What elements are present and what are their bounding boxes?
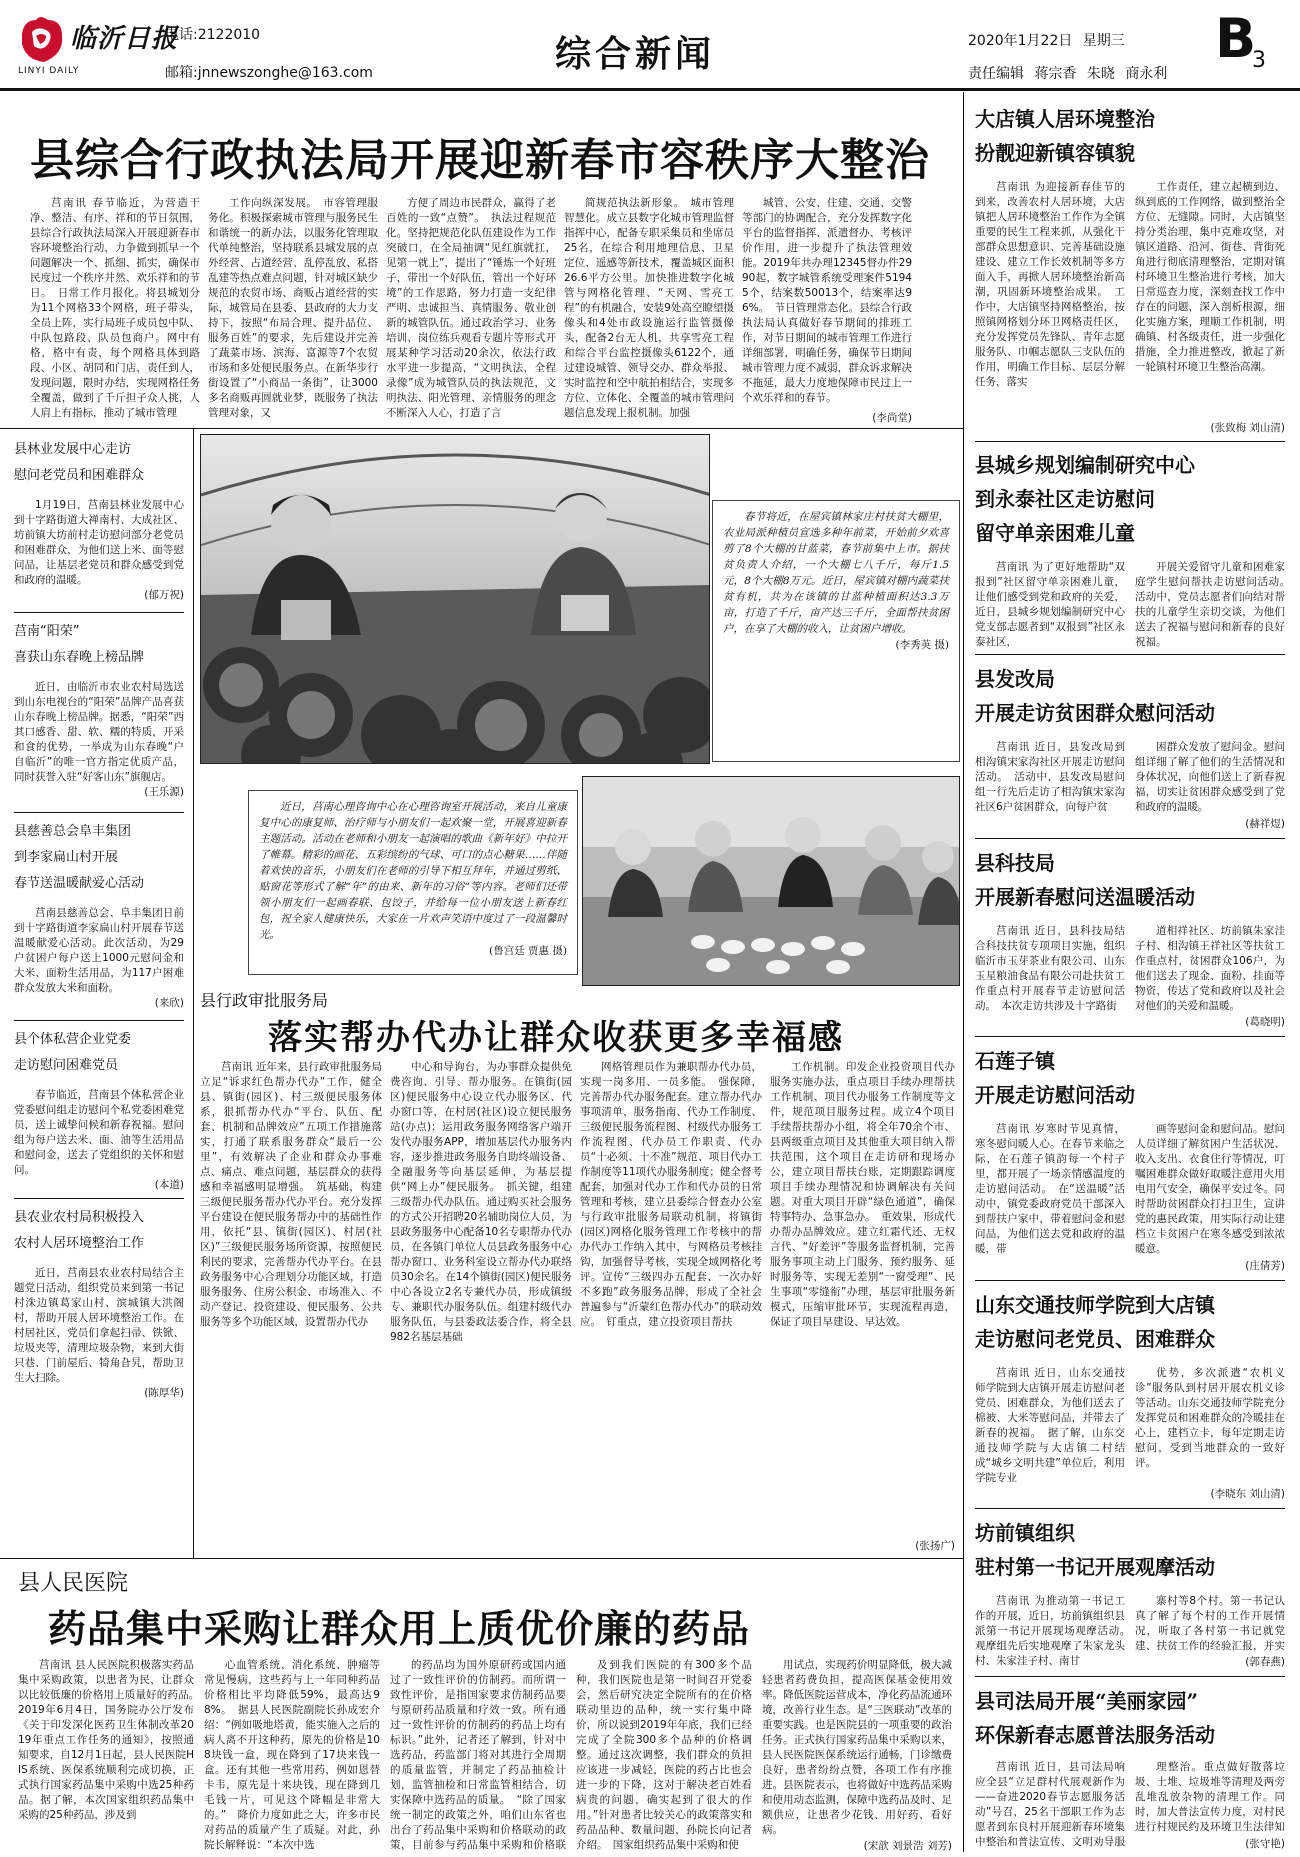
right-article-2-col2: 开展关爱留守儿童和困难家庭学生慰问帮扶走访慰问活动。 活动中，党员志愿者们向结对帮扶的儿童学生亲切交谈，为他们送去了祝福与慰问和新春的良好祝福。 <box>1135 561 1285 648</box>
right-article-1-headline: 大店镇人居环境整治 <box>975 107 1155 131</box>
divider <box>14 812 184 813</box>
middle-article-credit: (张扬广) <box>915 1540 955 1552</box>
right-article-2-subhead-1: 到永泰社区走访慰问 <box>975 487 1155 511</box>
section-divider <box>0 428 963 429</box>
left-brief-5-headline: 农村人居环境整治工作 <box>14 1236 145 1251</box>
greenhouse-photo-caption <box>712 500 960 762</box>
bottom-article-col1: 莒南讯 县人民医院积极落实药品集中采购政策，以患者为民，让群众以比较低廉的价格用上质量好的药品。 2019年6月4日，国务院办公厅发布《关于印发深化医药卫生体制改革2019年重点工作任务的通知》，按照通知要求，自12月1日起，县人民医院HIS系统、医保系统顺利完成切换，正式执行国家药品集中采购中选25种药品。据了解，本次国家组织药品集中采购的25种药品，涉及到 <box>18 1659 194 1821</box>
right-article-2-headline: 县城乡规划编制研究中心 <box>975 453 1195 477</box>
left-brief-1-credit: (郁万祝) <box>144 589 184 601</box>
left-brief-3-text: 莒南县慈善总会、阜丰集团日前到十字路街道李家扁山村开展春节送温暖献爱心活动。此次活动，为29户贫困户每户送上1000元慰问金和大米、面粉生活用品，为117户困难群众发放大米和面粉。 (来欣) <box>14 907 184 1009</box>
right-article-6-col1: 莒南讯 近日，山东交通技师学院到大店镇开展走访慰问老党员、困难群众，为他们送去了棉被、大米等慰问品，并带去了新春的祝福。 据了解，山东交通技师学院与大店镇二村结成“城乡文明共建”单位后，利用学院专业 <box>975 1367 1125 1484</box>
right-article-3-subhead: 开展走访贫困群众慰问活动 <box>975 701 1215 725</box>
lead-column-5: 城管、公安、住建、交通、交警等部门的协调配合，充分发挥数字化平台的监督指挥、派遣督办、考核评价作用，进一步提升了执法管理效能。2019年共办理12345督办件2990起，数字城管系统受理案件51945个，结案数50013个，结案率达96%。 节日管理常态化。县综合行政执法局认真做好春节期间的排班工作，对节日期间的城市管理工作进行详细部署，明确任务，确保节日期间城市管理力度不减弱，群众诉求解决不拖延，最大力度地保障市民过上一个欢乐祥和的春节。 <box>742 197 912 404</box>
right-article-8-col1: 莒南讯 近日，县司法局响应全县“立足群村代展观新作为——奋进2020春节志愿服务活动”号召，25名干部职工作为志愿者到东良村开展迎新春环境集中整治和普法宣传、文明劝导服 <box>975 1761 1125 1848</box>
right-article-8-subhead: 环保新春志愿普法服务活动 <box>975 1723 1215 1747</box>
column-divider-left <box>193 428 194 1558</box>
left-brief-3-headline: 春节送温暖献爱心活动 <box>14 876 145 891</box>
bottom-article-headline: 药品集中采购让群众用上质优价廉的药品 <box>48 1606 751 1651</box>
divider <box>975 654 1285 655</box>
divider <box>975 838 1285 839</box>
left-brief-5-text: 近日，莒南县农业农村局结合主题党日活动，组织党员来到第一书记村洙边镇葛家山村、滨城镇大洪阁村，帮助开展人居环境整治工作。在村居社区，党员们拿起扫帚、铁锨、垃圾夹等，清理垃圾杂物，来到大街只巷、门前屋后、犄角旮旯，帮助卫生大扫除。 (陈厚华) <box>14 1267 184 1399</box>
right-article-8-col2: 理整治。重点做好散落垃圾、土堆、垃圾堆等清理及两旁乱堆乱放杂物的清理工作。同时，加大普法宣传力度，对村民进行村规民约及环境卫生法律知 <box>1135 1761 1285 1833</box>
right-article-4-subhead: 开展新春慰问送温暖活动 <box>975 885 1195 909</box>
right-article-7-col1: 莒南讯 为推动第一书记工作的开展，近日，坊前镇组织县派第一书记开展现场观摩活动。 观摩组先后实地观摩了朱家龙头村、朱家洼子村、南甘 <box>975 1595 1125 1667</box>
right-article-8-credit: (张守艳) <box>1245 1838 1285 1850</box>
left-brief-3-credit: (来欣) <box>154 997 184 1009</box>
greenhouse-caption-text: 春节将近，在屋宾镇林家庄村扶贫大棚里，农业局派种植员宣选多种年前菜，开始前夕欢喜剪了8个大棚的甘蓝菜，春节前集中上市。据扶贫负责人介绍，一个大棚七八千斤，每斤1.5元，8个大棚8万元。近日，屋宾镇对棚内蔬菜扶贫有机，共为在该镇的甘蓝种植面积达3.3万亩，打造了千斤，亩产达三千斤，全面帮扶贫困户，在享了大棚的收入，让贫困户增收。 <box>723 511 949 635</box>
left-brief-3-kicker-1: 县慈善总会阜丰集团 <box>14 824 132 839</box>
middle-article-headline: 落实帮办代办让群众收获更多幸福感 <box>268 1018 844 1058</box>
right-article-5-credit: (庄倩芳) <box>1245 1260 1285 1272</box>
bottom-article-col5: 用试点，实现药价明显降低，极大减轻患者药费负担，提高医保基金使用效率。降低医院运营成本，净化药品流通环境，改善行业生态。是“三医联动”改革的重要实践。也是医院县的一项重要的政治任务。正式执行国家药品集中采购以来，县人民医院医保系统运行通畅，门诊缴费良好，患者纷纷点赞，各项工作有序推进。县医院表示，也将做好中选药品采购和使用动态监测，保障中选药品及时、足额供应，让患者少花钱、用好药、看好病。 <box>762 1659 952 1836</box>
left-brief-4-text: 春节临近，莒南县个体私营企业党委慰问组走访慰问个私党委困难党员，送上诚挚问候和新春祝福。慰问组为每户送去米、面、油等生活用品和慰问金，送去了党组织的关怀和慰问。 (本道) <box>14 1089 184 1191</box>
left-brief-1-headline: 慰问老党员和困难群众 <box>14 468 145 483</box>
middle-article-kicker: 县行政审批服务局 <box>200 991 329 1010</box>
issue-date: 2020年1月22日 星期三 <box>968 33 1125 49</box>
right-article-6-credit: (李晓东 刘山清) <box>1210 1488 1285 1500</box>
dumpling-caption-text: 近日，莒南心理咨询中心在心理咨询室开展活动，来自儿童康复中心的康复师、治疗师与小朋友们一起欢聚一堂，开展喜迎新春主题活动。活动在老师和小朋友一起演唱的歌曲《新年好》中拉开了帷幕。精彩的画花、五彩缤纷的气球、可口的点心糖果……伴随着欢快的音乐，小朋友们在老师的引导下相互拜年，并通过剪纸、贴窗花等形式了解“年”的由来、新年的习俗“等内容。老师们还带领小朋友们一起画春联、包饺子，并给每一位小朋友送上新春红包，祝全家人健康快乐，大家在一片欢声笑语中度过了一段温馨时光。 <box>259 801 567 941</box>
section-divider <box>0 1558 963 1559</box>
bottom-article-col3: 的药品均为国外原研药或国内通过了一致性评价的仿制药。而所谓一致性评价，是指国家要求仿制药品要与原研药品质量和疗效一致。所有通过一致性评价的仿制药的药品上均有标识。”此外，记者还了解到，针对中选药品，药监部门将对其进行全周期的质量监管，并制定了药品抽检计划，监管抽检和日常监管相结合，切实保障中选药品的质量。 “除了国家统一制定的政策之外，咱们山东省也出台了药品集中采购和价格联动的政策，目前参与药品集中采购和价格联 <box>390 1659 566 1851</box>
right-article-1-subhead: 扮靓迎新镇容镇貌 <box>975 141 1135 165</box>
middle-article-col3: 网格管理员作为兼职帮办代办员，实现一岗多用、一员多能。 强保障，完善帮办代办服务配套。建立帮办代办事项清单、服务指南、代办工作制度、三级便民服务流程图、村级代办服务工作流程图、代办员工作职责、代办员“十必须、十不准”规范、项目代办工作制度等11项代办服务制度；健全督考配套，加强对代办工作和代办员的日常管理和考核，建立县委综合督查办公室与行政审批服务局联动机制，将镇街(园区)网格化服务管理工作考核中的帮办代办工作纳入其中，与网格员考核挂钩，加强督导考核，实现全域网格化考评。宣传“三级四办五配套、一次办好不多跑”政务服务品牌，形成了全社会普遍参与“沂蒙红色帮办代办”的联动效应。 钉重点，建立投资项目帮扶 <box>580 1061 762 1328</box>
lead-column-3: 方便了周边市民群众，赢得了老百姓的一致“点赞”。 执法过程规范化。坚持把规范化队伍建设作为工作突破口，在全局抽调“见红旗就扛，见第一就上”，提出了“锤炼一个好班子，带出一个好队伍，管出一个好环境”的工作思路，努力打造一支纪律严明、忠诚担当、真情服务、敬业创新的城管队伍。通过政治学习、业务培训、岗位练兵观看专题片等形式开展某种学习活动20余次，依法行政水平进一步提高，“文明执法，全程录像”成为城管队员的执法规范，文明执法、阳光管理、亲情服务的理念不断深入人心，打造了言 <box>386 197 556 419</box>
right-article-7-col2: 寨村等8个村。第一书记认真了解了每个村的工作开展情况，听取了各村第一书记就党建、扶贫工作的经验汇报，并实 <box>1135 1595 1285 1652</box>
right-article-7-credit: (郭春燕) <box>1245 1656 1285 1668</box>
logo-seal-icon <box>18 14 66 66</box>
left-brief-1-kicker: 县林业发展中心走访 <box>14 442 132 457</box>
right-article-5-col1: 莒南讯 岁寒时节见真情，寒冬慰问暖人心。在春节来临之际，在石莲子镇韵每一个村子里，都开展了一场亲情感温度的走访慰问活动。 在“送温暖”活动中，镇党委政府党员干部深入到帮扶户家中，带着慰问金和慰问品，为他们送去党和政府的温暖，带 <box>975 1123 1125 1255</box>
right-column <box>975 96 1295 1852</box>
divider <box>975 1676 1285 1677</box>
dumpling-photo <box>582 776 960 986</box>
middle-article-col4: 工作机制。印发企业投资项目代办服务实施办法，重点项目手续办理帮扶工作机制、项目代办服务工作制度等文件，规范项目服务过程。成立4个项目手续帮扶帮办小组，将全年70余个市、县两级重点项目及其他重大项目纳入帮扶范围，这个项目在走访研和现场办公，建立项目帮扶台账，定期跟踪调度项目手续办理情况和协调解决有关问题。对重大项目开辟“绿色通道”，确保特事特办、急事急办。 重效果，形成代办帮办品牌效应。建立红霜代还、无权言代、“好差评”等服务监督机制，完善服务事项主动上门服务、预约服务、延时服务等，实现无差别“一窗受理”、民生事项“零缝衔”办理，基层审批服务新模式，压缩审批环节，实现流程再造，保证了项目早建设、早达效。 <box>770 1061 955 1328</box>
right-article-6-subhead: 走访慰问老党员、困难群众 <box>975 1327 1215 1351</box>
right-article-7-subhead: 驻村第一书记开展观摩活动 <box>975 1555 1215 1579</box>
right-article-4-credit: (葛晓明) <box>1245 1016 1285 1028</box>
divider <box>975 1036 1285 1037</box>
right-article-2-subhead-2: 留守单亲困难儿童 <box>975 521 1135 545</box>
left-brief-5-kicker: 县农业农村局积极投入 <box>14 1210 145 1225</box>
left-brief-3-kicker-2: 到李家扁山村开展 <box>14 850 119 865</box>
right-article-7-headline: 坊前镇组织 <box>975 1521 1075 1545</box>
dumpling-photo-image <box>583 777 960 986</box>
left-brief-4-headline: 走访慰问困难党员 <box>14 1058 119 1073</box>
bottom-article-kicker: 县人民医院 <box>18 1571 129 1596</box>
left-brief-2-headline: 喜获山东春晚上榜品牌 <box>14 650 145 665</box>
logo-name: 临沂日报 <box>70 24 179 54</box>
left-brief-2-credit: (王乐源) <box>144 786 184 798</box>
masthead-rule <box>0 88 1300 91</box>
editors: 责任编辑 蒋宗香 朱晓 商永利 <box>968 66 1168 82</box>
newspaper-logo <box>18 14 179 76</box>
dumpling-caption-credit: (鲁宫廷 贾惠 摄) <box>489 945 567 957</box>
divider <box>14 1020 184 1021</box>
right-article-1-col1: 莒南讯 为迎接新春佳节的到来，改善农村人居环境，大店镇把人居环境整治工作作为全镇重要的民生工程来抓，从强化干部群众思想意识、完善基础设施建设、建立工作长效机制等多方面入手，再掀人居环境整治新高潮，巩固新环境整治成果。 工作中，大店镇坚持网格整治，按照镇网格划分环卫网格责任区，充分发挥党员先锋队、青年志愿服务队、巾帼志愿队三支队伍的作用，明确工作目标、层层分解任务，落实 <box>975 181 1125 388</box>
page-letter: B <box>1215 7 1257 70</box>
lead-column-4: 简规范执法新形象。 城市管理智慧化。成立县数字化城市管理监督指挥中心，配备专职采集员和坐席员25名，在综合利用地理信息、卫星定位、遥感等新技术，覆盖城区面积26.6平方公里。加快推进数字化城管与网格化管理、“天网、雪亮工程”的有机融合，安装9处高空瞭望摄像头和4处市政设施运行监管摄像头，配备2台无人机，共享雪亮工程和综合平台监控摄像头6122个，通过建设城管、领导交办、群众举报、实时监控和空中航拍相结合，实现多方位、立体化、全覆盖的城市管理问题信息发现上报机制。加强 <box>564 197 734 419</box>
right-article-8-headline: 县司法局开展“美丽家园” <box>975 1689 1199 1713</box>
bottom-article-col4: 及到我们医院的有300多个品种，我们医院也是第一时间召开党委会，然后研究决定全院所有的在价格联动里边的品种，统一实行集中降价，所以说到2019年年底，我们已经完成了全院300多个品种的价格调整。通过这次调整，我们群众的负担应该进一步减轻，医院的药占比也会进一步的下降，这对于解决老百姓看病贵的问题，确实起到了很大的作用。”针对患者比较关心的政策落实和药品品种、数量问题，孙院长向记者介绍。 国家组织药品集中采购和使 <box>576 1659 752 1851</box>
right-article-6-col2: 优势，多次派遣“农机义诊”服务队到村居开展农机义诊等活动。山东交通技师学院充分发挥党员和困难群众的冷暖挂在心上，建档立卡，每年定期走访慰问，受到当地群众的一致好评。 <box>1135 1367 1285 1469</box>
right-article-3-headline: 县发改局 <box>975 667 1055 691</box>
page-number: 3 <box>1252 48 1266 73</box>
left-brief-4-kicker: 县个体私营企业党委 <box>14 1032 132 1047</box>
column-divider <box>963 92 964 1852</box>
right-article-3-credit: (赫祥煜) <box>1245 818 1285 830</box>
middle-article-col2: 中心和导询台，为办事群众提供免费咨询、引导、帮办服务。在镇街(园区)便民服务中心设立代办服务区、代办窗口等，在村居(社区)设立便民服务站(办点)；运用政务服务网络客户端开发代办服务APP，增加基层代办服务内容，逐步推进政务服务自助终端设备、全融服务等向基层延伸，为基层提供“网上办”便民服务。 抓关键，组建三级帮办代办队伍。通过购买社会服务的方式公开招聘20名辅助岗位人员，为县政务服务中心配备10名专职帮办代办员，在各镇门单位人员县政务服务中心帮办窗口、业务科室设立帮办代办联络员30余名。在14个镇街(园区)便民服务中心各设立2名专兼代办员，形成镇级专、兼职代办服务队伍。组建村级代办服务队伍，与县委政法委合作，将全县982名基层基础 <box>390 1061 572 1343</box>
right-article-4-col1: 莒南讯 近日，县科技局结合科技扶贫专项项目实施，组织临沂市玉芽茶业有限公司、山东玉星粮油食品有限公司赴扶贫工作重点村开展春节走访慰问活动。 本次走访共涉及十字路街 <box>975 925 1125 1012</box>
email: 邮箱:jnnewszonghe@163.com <box>165 65 373 81</box>
telephone: 电话:2122010 <box>165 27 261 43</box>
left-brief-4-credit: (本道) <box>154 1179 184 1191</box>
left-brief-2-text: 近日，由临沂市农业农村局选送到山东电视台的“阳荣”品牌产品喜获山东春晚上榜品牌。据悉，“阳荣”西其口感香、甜、软、糯的特质，开采和食的优势，一举成为山东春晚“户自临沂”的唯一官方指定优质产品，同时获誉入驻“好客山东”旗舰店。 (王乐源) <box>14 681 184 798</box>
right-article-3-col2: 困群众发放了慰问金。慰问组详细了解了他们的生活情况和身体状况，向他们送上了新春祝福，切实让贫困群众感受到了党和政府的温暖。 <box>1135 741 1285 813</box>
right-article-5-headline: 石莲子镇 <box>975 1049 1055 1073</box>
section-title: 综合新闻 <box>555 34 716 75</box>
middle-article-col1: 莒南讯 近年来，县行政审批服务局立足“诉求红色帮办代办”工作，健全县、镇街(园区)、村三级便民服务体系，狠抓帮办代办“平台、队伍、配套、机制和品牌效应”五项工作措施落实，打通了联系服务群众“最后一公里”，有效解决了企业和群众办事难点、痛点、难点问题，基层群众的获得感和幸福感明显增强。 筑基础，构建三级便民服务帮办代办平台。充分发挥平台建设在便民服务帮办中的基础性作用，依托“县、镇街(园区)、村居(社区)”三级便民服务场所资源，按照便民利民的要求，完善帮办代办平台。在县政务服务中心合理划分功能区域，打造服务服务、住房公积金、市场准入、不动产登记、投资建设、便民服务、公共服务等多个功能区域，设置帮办代办 <box>200 1061 382 1328</box>
left-brief-2-kicker: 莒南“阳荣” <box>14 624 80 639</box>
dumpling-photo-caption <box>248 790 578 975</box>
left-brief-5-credit: (陈厚华) <box>144 1387 184 1399</box>
right-article-4-headline: 县科技局 <box>975 851 1055 875</box>
right-article-2-col1: 莒南讯 为了更好地帮助“双报到”社区留守单亲困难儿童，让他们感受到党和政府的关爱，近日，县城乡规划编制研究中心党支部志愿者到“双报到”社区永泰社区， <box>975 561 1125 648</box>
right-article-1-credit: (张致梅 刘山清) <box>1210 422 1285 434</box>
bottom-article-credit: (宋歆 刘景浩 刘芳) <box>863 1840 952 1852</box>
left-brief-1-text: 1月19日，莒南县林业发展中心到十字路街道大禅南村、大成社区、坊前镇大坊前村走访慰问部分老党员和困难群众，为他们送上米、面等慰问品，让基层老党员和群众感受到党和政府的温暖。 (郁万祝) <box>14 499 184 601</box>
right-article-4-col2: 道相祥社区、坊前镇朱家洼子村、相沟镇王祥社区等扶贫工作重点村，贫困群众106户，为他们送去了现金、面粉、挂面等物资，传达了党和政府以及社会对他们的关爱和温暖。 <box>1135 925 1285 1012</box>
divider <box>14 612 184 613</box>
right-article-6-headline: 山东交通技师学院到大店镇 <box>975 1293 1215 1317</box>
greenhouse-caption-credit: (李秀英 摄) <box>895 639 949 651</box>
right-article-5-subhead: 开展走访慰问活动 <box>975 1083 1135 1107</box>
right-article-1-col2: 工作责任，建立起横到边、纵到底的工作网络，做到整治全方位、无缝隙。同时，大店镇坚持分类治理，集中克难攻坚，对镇区道路、沿河、街巷、背街死角进行彻底清理整治，定期对镇村环境卫生整治进行考核，加大日常巡查力度，深刻查找工作中存在的问题，深入剖析根源，细化实施方案，理顺工作机制，明确镇、村各级责任，进一步强化措施，全力推进整改，掀起了新一轮镇村环境卫生整治高潮。 <box>1135 181 1285 373</box>
divider <box>975 1280 1285 1281</box>
divider <box>14 1198 184 1199</box>
lead-headline: 县综合行政执法局开展迎新春市容秩序大整治 <box>30 135 930 186</box>
lead-column-2: 工作向纵深发展。 市容管理服务化。积极探索城市管理与服务民生和谐统一的新办法，以服务化管理取代单纯整治，坚持联系县城发展的点外经营、占道经营、乱停乱放、私搭乱建等热点难点问题，针对城区缺少规范的农贸市场、商贩占道经营的实际，城管局在县委、县政府的大力支持下，按照“布局合理、提升品位、服务百姓”的要求，先后建设并完善了蔬菜市场、滨海、富源等7个农贸市场和多处便民服务点。在新华步行街设置了“小商品一条街”，让3000多名商贩再圆就业梦，既服务了执法管理对象，又 <box>208 197 378 419</box>
divider <box>975 1508 1285 1509</box>
divider <box>975 441 1285 442</box>
masthead <box>0 0 1300 90</box>
right-article-5-col2: 画等慰问金和慰问品。慰问人员详细了解贫困户生活状况、收入支出、衣食住行等情况，叮嘱困难群众做好取暖注意用火用电用气安全，确保平安过冬。同时帮助贫困群众打扫卫生，宣讲党的惠民政策，用实际行动让建档立卡贫困户在寒冬感受到浓浓暖意。 <box>1135 1123 1285 1255</box>
bottom-article-col2: 心血管系统、消化系统、肿瘤等常见慢病，这些药与上一年同种药品价格相比平均降低59%，最高达98%。 据县人民医院副院长孙成宏介绍：“例如吸地塔黄，能实施入之后的病人离不开这种药，原先的价格是108块钱一盒，现在降到了17块来钱一盒。还有其他一些常用药，例如恩替卡韦，原先是十来块钱，现在降到几毛钱一片，可见这个降幅是非常大的。” 降价力度如此之大，许多市民对药品的质量产生了质疑。对此，孙院长解释说：“本次中选 <box>204 1659 380 1851</box>
left-column <box>14 432 186 1556</box>
lead-column-1: 莒南讯 春节临近，为营造干净、整洁、有序、祥和的节日氛围，县综合行政执法局深入开展迎新春市容环境整治行动，力争做到抓早一个问题解决一个、抓细、抓实，确保市民度过一个秩序井然、欢乐祥和的节日。 日常工作月报化。将县城划分为11个网格33个网格，班子带头，全员上阵，实行局班子成员包中队、中队包路段、队员包商户。网中有格，格中有责，每个网格具体到路段、小区、胡同和门店，责任到人，发现问题，限时办结，实现网格任务全覆盖，做到了千斤担子众人挑，人人肩上有指标，推动了城市管理 <box>30 197 200 419</box>
lead-credit: (李尚堂) <box>872 412 912 424</box>
logo-english-name: LINYI DAILY <box>18 66 80 76</box>
greenhouse-photo-image <box>201 435 710 764</box>
greenhouse-photo <box>200 434 710 764</box>
right-article-3-col1: 莒南讯 近日，县发改局到相沟镇宋家沟社区开展走访慰问活动。 活动中，县发改局慰问组一行先后走访了相沟镇宋家沟社区6户贫困群众，向每户贫 <box>975 741 1125 813</box>
